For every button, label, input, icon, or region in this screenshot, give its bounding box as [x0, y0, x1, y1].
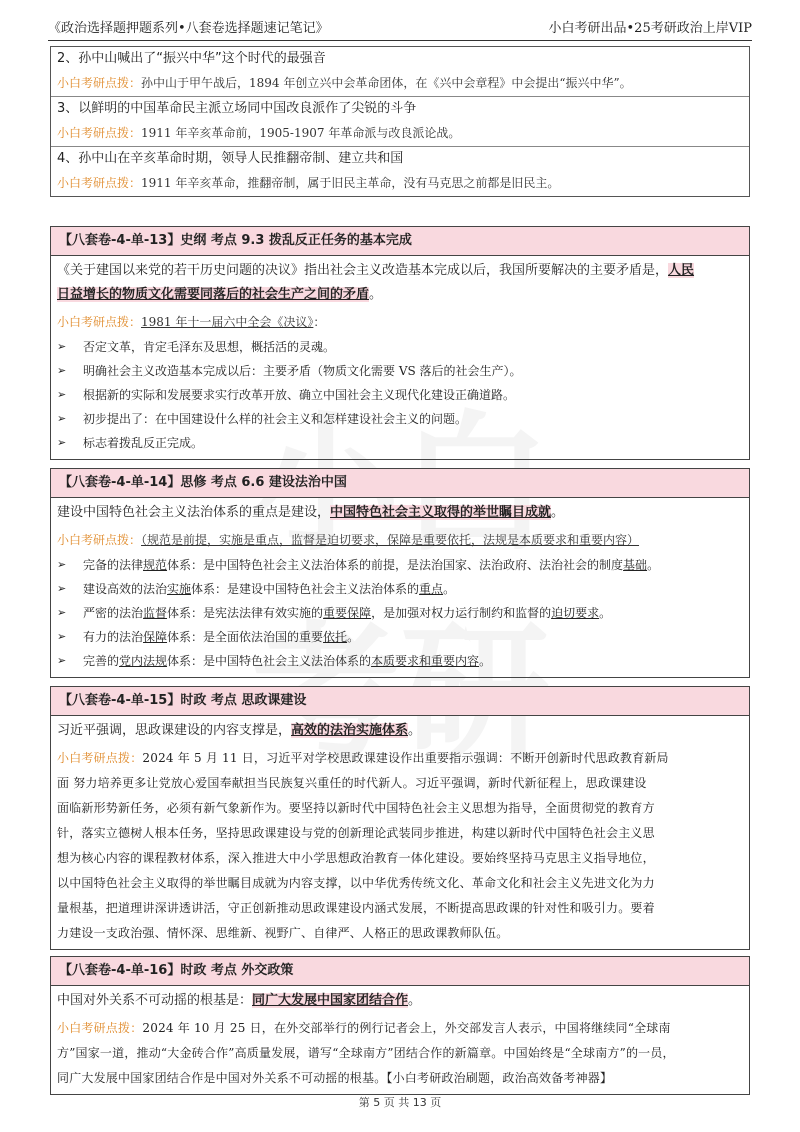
question-stem: 中国对外关系不可动摇的根基是：同广大发展中国家团结合作。	[57, 993, 422, 1008]
answer-highlight: 同广大发展中国家团结合作	[252, 993, 409, 1008]
question-stem: 《关于建国以来党的若干历史问题的决议》指出社会主义改造基本完成以后，我国所要解决的主要矛盾是，人民 日益增长的物质文化需要同落后的社会生产之间的矛盾。	[57, 263, 695, 302]
question-stem: 建设中国特色社会主义法治体系的重点是建设，中国特色社会主义取得的举世瞩目成就。	[57, 505, 565, 520]
question-box-13: 【八套卷-4-单-13】史纲 考点 9.3 拨乱反正任务的基本完成 《关于建国以来党的若干历史问题的决议》指出社会主义改造基本完成以后，我国所要解决的主要矛盾是，人民 日益增长的物质文化需要同落后的社会生产之间的矛盾。 小白考研点拨：1981 年十一届六中全会《决议》： ➢ 否定文革，肯定毛泽东及思想，概括活的灵魂。 ➢ 明确社会主义改造基本完成以后：主要矛盾（物质文化需要 VS 落后的社会生产）。 ➢ 根据新的实际和发展要求实行改革开放、确立中国社会主义现代化建设正确道路。 ➢ 初步提出了：在中国建设什么样的社会主义和怎样建设社会主义的问题。 ➢ 标志着拨乱反正完成。	[50, 226, 750, 460]
question-title: 【八套卷-4-单-16】时政 考点 外交政策	[51, 957, 749, 986]
arrow-bullet-icon: ➢	[57, 630, 67, 643]
answer-highlight: 中国特色社会主义取得的举世瞩目成就	[330, 505, 552, 520]
tip-paragraph: 小白考研点拨：2024 年 10 月 25 日，在外交部举行的例行记者会上，外交部发言人表示，中国将继续同“全球南 方”国家一道，推动“大金砖合作”高质量发展，谱写“全球南方”团结合作的新篇章。中国始终是“全球南方”的一员， 同广大发展中国家团结合作是中国对外关系不可动摇的根基。【小白考研政治刷题，政治高效备考神器】	[57, 1021, 675, 1085]
question-stem: 习近平强调，思政课建设的内容支撑是，高效的法治实施体系。	[57, 723, 422, 738]
list-item: ➢ 否定文革，肯定毛泽东及思想，概括活的灵魂。	[57, 335, 743, 359]
list-item: ➢ 严密的法治监督体系：是宪法法律有效实施的重要保障，是加强对权力运行制约和监督的迫切要求。	[57, 601, 743, 625]
list-item: ➢ 完善的党内法规体系：是中国特色社会主义法治体系的本质要求和重要内容。	[57, 649, 743, 673]
tip-text: 1981 年十一届六中全会《决议》	[141, 315, 314, 329]
arrow-bullet-icon: ➢	[57, 582, 67, 595]
header-series-title: 《政治选择题押题系列•八套卷选择题速记笔记》	[48, 20, 329, 36]
header-brand: 小白考研出品•25考研政治上岸VIP	[548, 20, 752, 36]
note-item	[51, 147, 749, 196]
list-item: ➢ 明确社会主义改造基本完成以后：主要矛盾（物质文化需要 VS 落后的社会生产）。	[57, 359, 743, 383]
list-item: ➢ 标志着拨乱反正完成。	[57, 431, 743, 455]
tip-text: 孙中山于甲午战后，1894 年创立兴中会革命团体，在《兴中会章程》中会提出“振兴中华”。	[141, 76, 632, 90]
note-question: 3、以鲜明的中国革命民主派立场同中国改良派作了尖锐的斗争	[57, 101, 417, 116]
list-item: ➢ 初步提出了：在中国建设什么样的社会主义和怎样建设社会主义的问题。	[57, 407, 743, 431]
answer-highlight: 日益增长的物质文化需要同落后的社会生产之间的矛盾	[57, 287, 370, 302]
arrow-bullet-icon: ➢	[57, 388, 67, 401]
arrow-bullet-icon: ➢	[57, 654, 67, 667]
question-box-15	[50, 686, 750, 950]
question-box-14	[50, 468, 750, 678]
arrow-bullet-icon: ➢	[57, 436, 67, 449]
question-title: 【八套卷-4-单-14】思修 考点 6.6 建设法治中国	[51, 469, 749, 498]
list-item: ➢ 有力的法治保障体系：是全面依法治国的重要依托。	[57, 625, 743, 649]
arrow-bullet-icon: ➢	[57, 606, 67, 619]
header-divider	[48, 40, 752, 41]
tip-label: 小白考研点拨：	[57, 76, 142, 90]
tip-label: 小白考研点拨：	[57, 176, 142, 190]
note-item	[51, 47, 749, 97]
answer-highlight: 高效的法治实施体系	[291, 723, 409, 738]
question-box-16	[50, 956, 750, 1095]
list-item: ➢ 完备的法律规范体系：是中国特色社会主义法治体系的前提，是法治国家、法治政府、法治社会的制度基础。	[57, 553, 743, 577]
tip-paragraph: 小白考研点拨：2024 年 5 月 11 日，习近平对学校思政课建设作出重要指示强调：不断开创新时代思政教育新局 面 努力培养更多让党放心爱国奉献担当民族复兴重任的时代新人。习近平强调，新时代新征程上，思政课建设 面临新形势新任务，必须有新气象新作为。要坚持以新时代中国特色社会主义思想为指导，全面贯彻党的教育方 针，落实立德树人根本任务，坚持思政课建设与党的创新理论武装同步推进，构建以新时代中国特色社会主义思 想为核心内容的课程教材体系，深入推进大中小学思想政治教育一体化建设。要始终坚持马克思主义指导地位， 以中国特色社会主义取得的举世瞩目成就为内容支撑，以中华优秀传统文化、革命文化和社会主义先进文化为力 量根基，把道理讲深讲透讲活，守正创新推动思政课建设内涵式发展，不断提高思政课的针对性和吸引力。要着 力建设一支政治强、情怀深、思维新、视野广、自律严、人格正的思政课教师队伍。	[57, 751, 669, 940]
list-item: ➢ 建设高效的法治实施体系：是建设中国特色社会主义法治体系的重点。	[57, 577, 743, 601]
continuation-box	[50, 46, 750, 197]
arrow-bullet-icon: ➢	[57, 364, 67, 377]
tip-text: 1911 年辛亥革命前，1905-1907 年革命派与改良派论战。	[141, 126, 461, 140]
tip-label: 小白考研点拨：	[57, 533, 142, 547]
page-header	[48, 14, 752, 38]
tip-text: 1911 年辛亥革命，推翻帝制，属于旧民主革命，没有马克思之前都是旧民主。	[141, 176, 560, 190]
question-title: 【八套卷-4-单-15】时政 考点 思政课建设	[51, 687, 749, 716]
answer-highlight: 人民	[668, 263, 695, 278]
list-item: ➢ 根据新的实际和发展要求实行改革开放、确立中国社会主义现代化建设正确道路。	[57, 383, 743, 407]
question-title: 【八套卷-4-单-13】史纲 考点 9.3 拨乱反正任务的基本完成	[51, 227, 749, 256]
tip-label: 小白考研点拨：	[57, 751, 143, 765]
arrow-bullet-icon: ➢	[57, 340, 67, 353]
bullet-list	[51, 553, 749, 677]
tip-label: 小白考研点拨：	[57, 1021, 143, 1035]
arrow-bullet-icon: ➢	[57, 412, 67, 425]
tip-label: 小白考研点拨：	[57, 126, 142, 140]
page-number: 第 5 页 共 13 页	[358, 1096, 442, 1109]
arrow-bullet-icon: ➢	[57, 558, 67, 571]
note-question: 4、孙中山在辛亥革命时期，领导人民推翻帝制、建立共和国	[57, 151, 404, 166]
note-question: 2、孙中山喊出了“振兴中华”这个时代的最强音	[57, 51, 326, 66]
bullet-list	[51, 335, 749, 459]
tip-label: 小白考研点拨：	[57, 315, 142, 329]
note-item	[51, 97, 749, 147]
tip-text: （规范是前提，实施是重点，监督是迫切要求，保障是重要依托，法规是本质要求和重要内容）	[141, 533, 640, 547]
